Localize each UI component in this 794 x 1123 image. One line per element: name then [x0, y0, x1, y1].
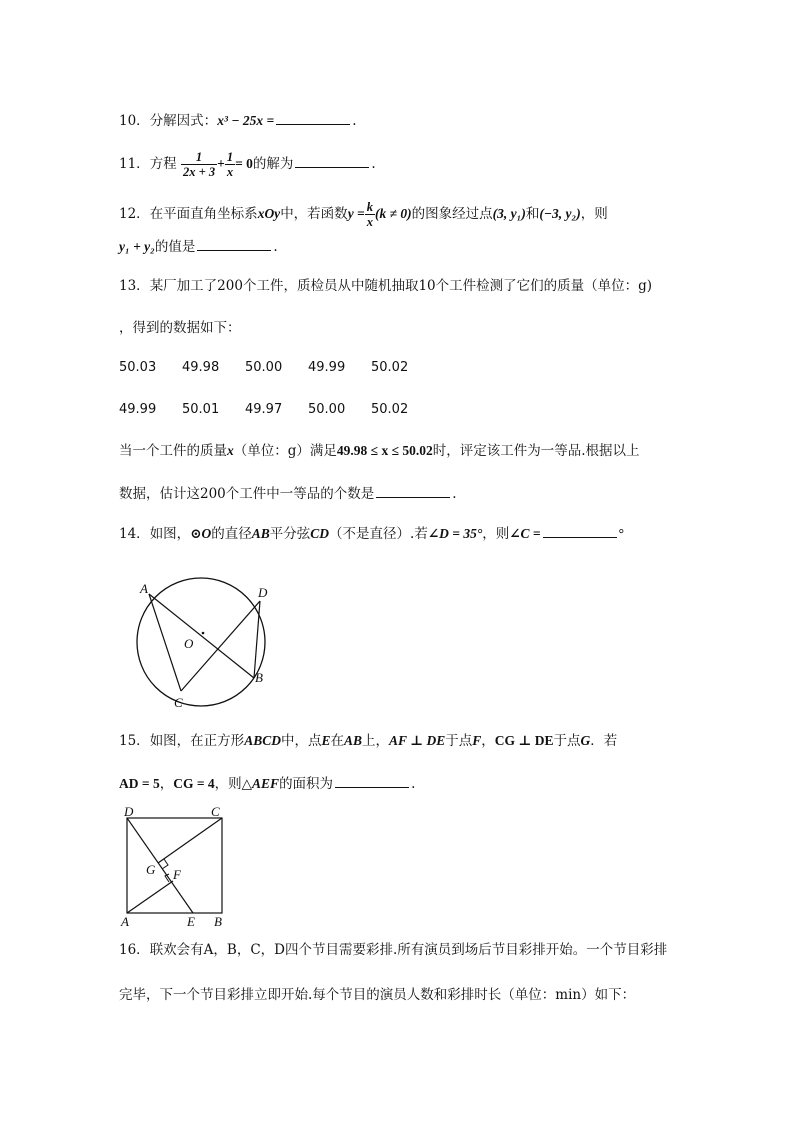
comma: ， — [481, 733, 495, 749]
equals-zero: = 0 — [235, 156, 253, 171]
point-2: (−3, y₂) — [539, 206, 581, 221]
q14-number: 14． — [119, 526, 150, 542]
q14-text-a: 如图， — [149, 526, 191, 542]
square-outline — [127, 818, 222, 913]
q14-text-d: （不是直径）.若 — [329, 526, 428, 542]
fraction-numerator: 1 — [226, 150, 234, 164]
data-value: 50.00 — [245, 360, 283, 375]
question-13-line2 — [119, 318, 241, 338]
question-13-line4 — [119, 483, 457, 504]
square-figure — [118, 802, 238, 932]
data-value: 49.99 — [308, 360, 346, 375]
q10-text: 分解因式： — [149, 113, 218, 129]
answer-blank — [197, 236, 271, 251]
cg-value: CG = 4 — [173, 776, 215, 791]
data-value: 50.03 — [119, 360, 157, 375]
label-g: G — [146, 862, 156, 877]
ad-value: AD = 5 — [119, 776, 160, 791]
function-y: y = — [347, 206, 365, 221]
point-f: F — [472, 733, 482, 748]
fraction-1 — [181, 150, 217, 179]
question-16-line1 — [119, 940, 667, 960]
fraction-denominator: x — [366, 215, 373, 229]
q11-number: 11． — [119, 156, 150, 172]
segment-ac-line — [149, 594, 181, 691]
xoy-symbol: xOy — [257, 206, 281, 221]
q15-text-e: 于点 — [445, 733, 473, 749]
fraction-denominator: 2x + 3 — [182, 165, 216, 179]
point-g: G — [580, 733, 591, 748]
segment-de — [127, 818, 193, 913]
question-15-line2 — [119, 773, 415, 794]
q11-text: 方程 — [149, 156, 177, 172]
data-row-2 — [119, 402, 434, 417]
q13-number: 13． — [119, 278, 150, 294]
answer-blank — [276, 110, 350, 125]
fraction-numerator: k — [366, 200, 373, 214]
label-d: D — [124, 804, 134, 819]
question-12-line1 — [119, 200, 608, 229]
and-text: 和 — [525, 206, 540, 222]
question-11 — [119, 150, 376, 179]
data-row-1 — [119, 360, 434, 375]
q13-text-d: 数据，估计这200个工件中一等品的个数是 — [119, 486, 375, 502]
center-point — [202, 632, 205, 635]
segment-af — [127, 881, 173, 913]
q12-text-c: 的图象经过点 — [411, 206, 493, 222]
q13-line1: 某厂加工了200个工件，质检员从中随机抽取10个工件检测了它们的质量（单位：g) — [149, 278, 653, 294]
q13-text-b: （单位：g）满足 — [233, 443, 337, 459]
q16-line2: 完毕，下一个节目彩排立即开始.每个节目的演员人数和彩排时长（单位：min）如下： — [119, 987, 636, 1003]
q15-text-h: ，则 — [214, 776, 242, 792]
question-12-line2 — [119, 236, 278, 257]
triangle-aef: △AEF — [241, 776, 280, 791]
label-b: B — [255, 670, 263, 685]
segment-ab: AB — [251, 526, 270, 541]
q16-number: 16． — [119, 942, 150, 958]
answer-blank — [295, 153, 369, 168]
question-15-line1 — [119, 731, 617, 751]
segment-ab: AB — [343, 733, 362, 748]
label-d: D — [258, 585, 268, 600]
q12-text-b: 中，若函数 — [280, 206, 348, 222]
q13-text-c: 时，评定该工件为一等品.根据以上 — [432, 443, 640, 459]
label-c: C — [211, 804, 220, 819]
label-e: E — [187, 914, 195, 929]
fraction-k-over-x — [365, 200, 375, 229]
degree-symbol: ° — [618, 526, 625, 541]
q13-line2: ，得到的数据如下： — [119, 320, 241, 336]
angle-d: ∠D = 35° — [427, 526, 483, 541]
label-b: B — [214, 914, 222, 929]
question-14 — [119, 523, 624, 544]
q10-period: . — [352, 113, 357, 129]
fraction-denominator: x — [226, 165, 234, 179]
answer-blank — [376, 483, 450, 498]
data-value: 49.99 — [119, 402, 157, 417]
segment-ab-line — [149, 594, 254, 678]
q15-text-b: 中，点 — [280, 733, 322, 749]
q15-text-a: 如图，在正方形 — [149, 733, 245, 749]
fraction-numerator: 1 — [195, 150, 203, 164]
q12-text-d: ，则 — [580, 206, 608, 222]
answer-blank — [335, 773, 409, 788]
q12-text-a: 在平面直角坐标系 — [149, 206, 258, 222]
label-c: C — [174, 695, 183, 710]
segment-cd: CD — [310, 526, 330, 541]
data-value: 50.01 — [182, 402, 220, 417]
fraction-2 — [225, 150, 235, 179]
q14-text-b: 的直径 — [211, 526, 252, 542]
q10-expression: x³ − 25x = — [217, 113, 275, 128]
variable-x: x — [227, 443, 234, 458]
q13-text-a: 当一个工件的质量 — [119, 443, 227, 459]
q14-text-c: 平分弦 — [269, 526, 311, 542]
question-13-line3 — [119, 441, 640, 461]
af-perpendicular: AF ⊥ DE — [388, 733, 446, 748]
cg-perpendicular: CG ⊥ DE — [494, 733, 554, 748]
q15-text-d: 上， — [361, 733, 389, 749]
inequality: 49.98 ≤ x ≤ 50.02 — [336, 443, 433, 458]
q13-period: . — [452, 486, 457, 502]
label-a: A — [121, 914, 129, 929]
question-16-line2 — [119, 985, 635, 1005]
data-value: 50.00 — [308, 402, 346, 417]
plus-sign: + — [217, 156, 225, 171]
circle-o-outline — [137, 578, 265, 706]
segment-db-line — [254, 601, 260, 678]
label-f: F — [173, 867, 181, 882]
square-abcd: ABCD — [244, 733, 281, 748]
point-e: E — [321, 733, 331, 748]
question-13-line1 — [119, 276, 652, 296]
data-value: 50.02 — [371, 360, 409, 375]
label-o: O — [184, 636, 194, 651]
q11-period: . — [371, 156, 376, 172]
angle-c: ∠C = — [509, 526, 541, 541]
data-value: 50.02 — [371, 402, 409, 417]
q15-number: 15． — [119, 733, 150, 749]
answer-blank — [543, 523, 617, 538]
q14-text-e: ，则 — [482, 526, 510, 542]
q12-number: 12． — [119, 206, 150, 222]
q15-text-c: 在 — [330, 733, 344, 749]
comma: ， — [159, 776, 174, 792]
q15-text-i: 的面积为 — [279, 776, 334, 792]
right-angle-g — [162, 859, 168, 869]
q12-period: . — [273, 239, 278, 255]
q15-text-f: 于点 — [553, 733, 581, 749]
k-condition: (k ≠ 0) — [375, 206, 412, 221]
q11-text-b: 的解为 — [252, 156, 294, 172]
point-1: (3, y₁) — [492, 206, 526, 221]
q10-number: 10． — [119, 113, 150, 129]
circle-o: ⊙O — [190, 526, 212, 541]
segment-cg — [158, 818, 222, 863]
data-value: 49.97 — [245, 402, 283, 417]
q12-text-e: 的值是 — [154, 239, 196, 255]
q15-period: . — [411, 776, 416, 792]
sum-expression: y₁ + y₂ — [119, 239, 155, 254]
question-10 — [119, 110, 357, 131]
data-value: 49.98 — [182, 360, 220, 375]
circle-figure — [130, 580, 270, 720]
q16-line1: 联欢会有A，B，C，D四个节目需要彩排.所有演员到场后节目彩排开始。一个节目彩排 — [149, 942, 668, 958]
q15-text-g: ．若 — [590, 733, 618, 749]
label-a: A — [140, 581, 148, 596]
